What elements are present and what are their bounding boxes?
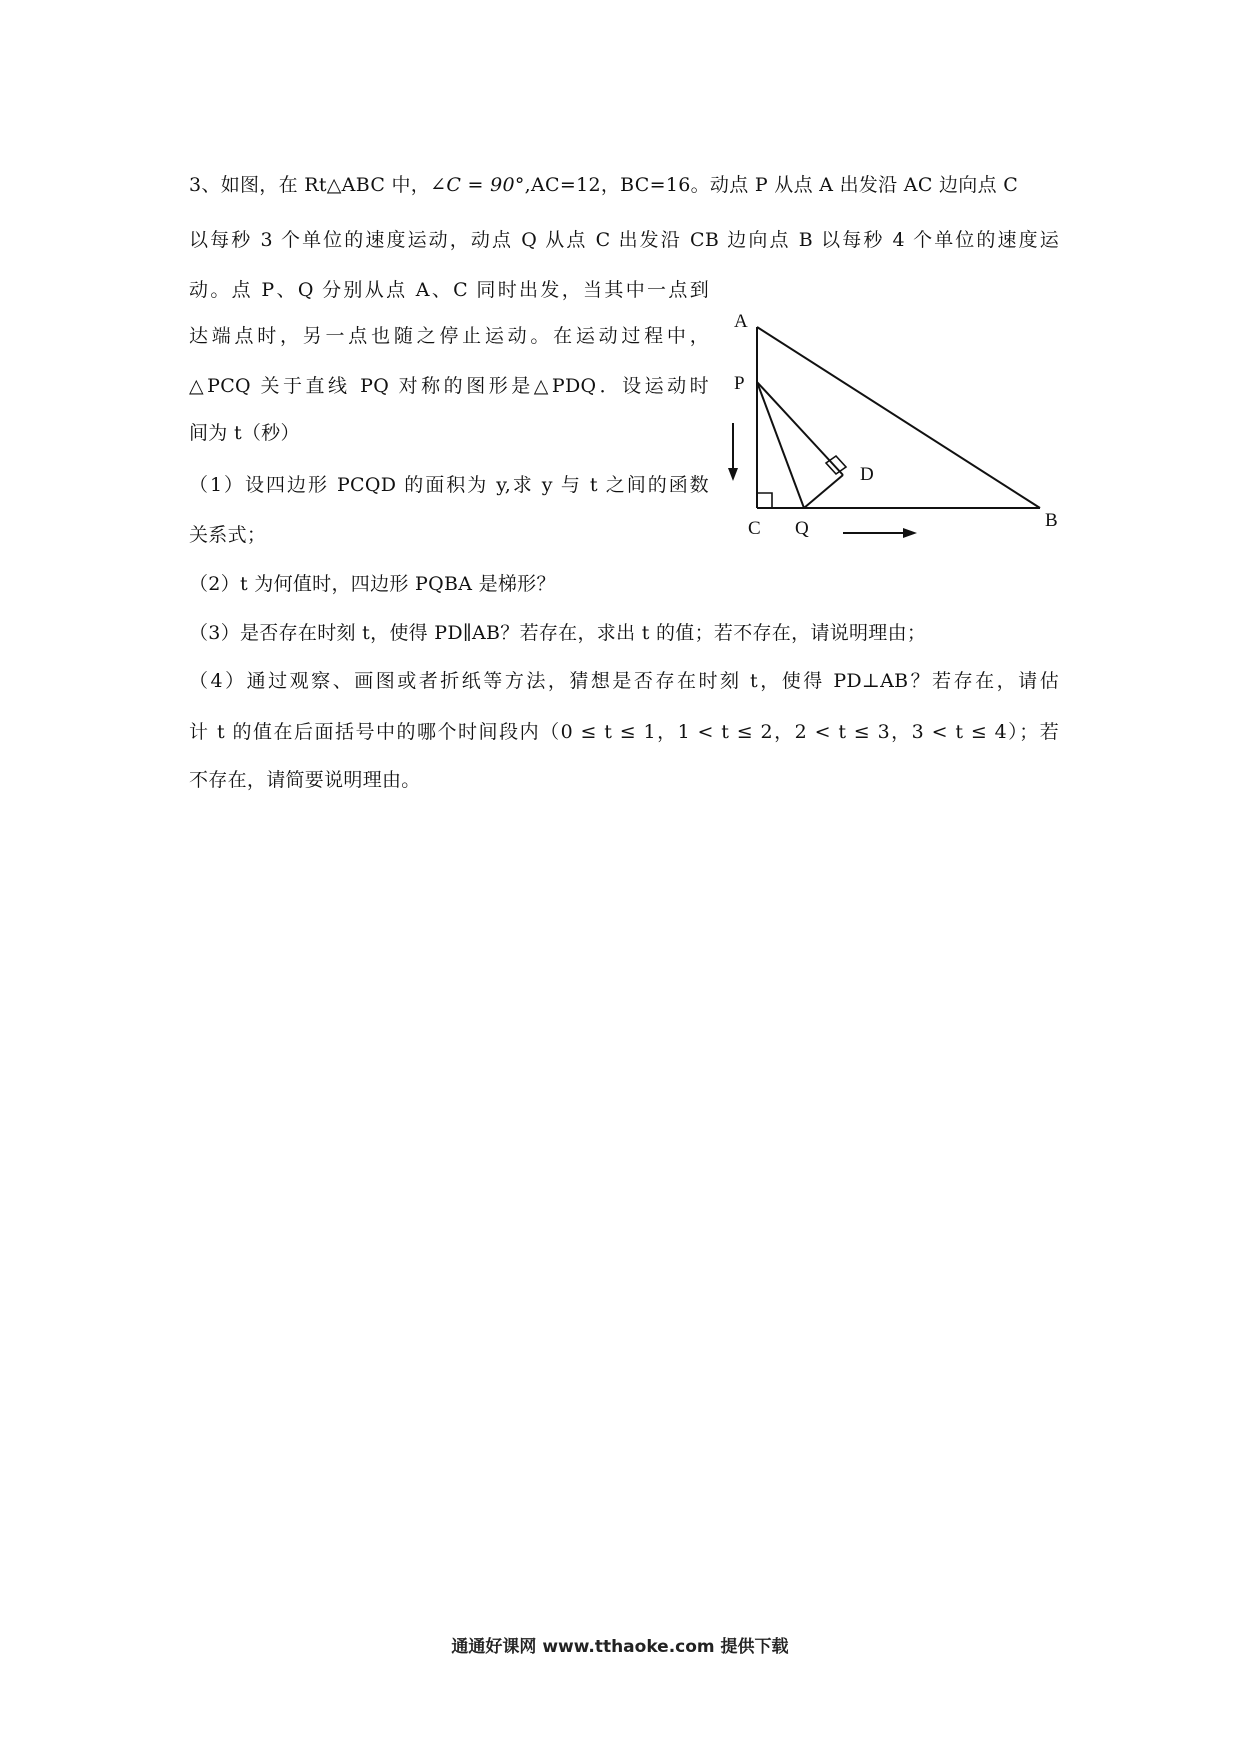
arrow-down-head (728, 468, 738, 481)
angle-formula: ∠C = 90° (430, 174, 525, 196)
problem-intro-line-2: 以每秒 3 个单位的速度运动，动点 Q 从点 C 出发沿 CB 边向点 B 以每秒 4 个单位的速度运 (189, 229, 1059, 251)
problem-intro-line-5: △PCQ 关于直线 PQ 对称的图形是△PDQ．设运动时 (189, 375, 709, 397)
problem-intro-line-1 (189, 172, 1059, 198)
question-4-line-3: 不存在，请简要说明理由。 (189, 769, 421, 791)
right-angle-mark-icon (757, 493, 772, 508)
label-D: D (860, 464, 874, 485)
triangle-diagram (725, 305, 1075, 555)
label-A: A (734, 311, 748, 332)
question-4-line-1: （4）通过观察、画图或者折纸等方法，猜想是否存在时刻 t，使得 PD⊥AB？若存在，请估 (189, 670, 1059, 692)
arrow-right-head (903, 528, 917, 538)
segment-QD (804, 475, 843, 508)
question-2: （2）t 为何值时，四边形 PQBA 是梯形？ (189, 573, 556, 595)
intro-text-a: 3、如图，在 Rt△ABC 中， (189, 174, 431, 196)
triangle-figure (725, 305, 1075, 555)
label-Q: Q (795, 518, 809, 539)
label-P: P (734, 373, 745, 394)
segment-AB (757, 327, 1040, 508)
problem-intro-line-6: 间为 t（秒） (189, 422, 300, 444)
question-1-line-1: （1）设四边形 PCQD 的面积为 y,求 y 与 t 之间的函数 (189, 474, 709, 496)
problem-intro-line-4: 达端点时，另一点也随之停止运动。在运动过程中， (189, 325, 709, 347)
label-C: C (748, 518, 761, 539)
label-B: B (1045, 510, 1058, 531)
intro-text-b: ,AC=12，BC=16。动点 P 从点 A 出发沿 AC 边向点 C (524, 174, 1019, 196)
question-1-line-2: 关系式； (189, 524, 267, 546)
question-3: （3）是否存在时刻 t，使得 PD∥AB？若存在，求出 t 的值；若不存在，请说明理由； (189, 622, 927, 644)
segment-PQ (757, 382, 804, 508)
question-4-line-2: 计 t 的值在后面括号中的哪个时间段内（0 ≤ t ≤ 1，1 < t ≤ 2，2 < t ≤ 3，3 < t ≤ 4）；若 (189, 721, 1059, 743)
problem-intro-line-3: 动。点 P、Q 分别从点 A、C 同时出发，当其中一点到 (189, 279, 709, 301)
footer-source: 通通好课网 www.tthaoke.com 提供下载 (451, 1637, 789, 1657)
